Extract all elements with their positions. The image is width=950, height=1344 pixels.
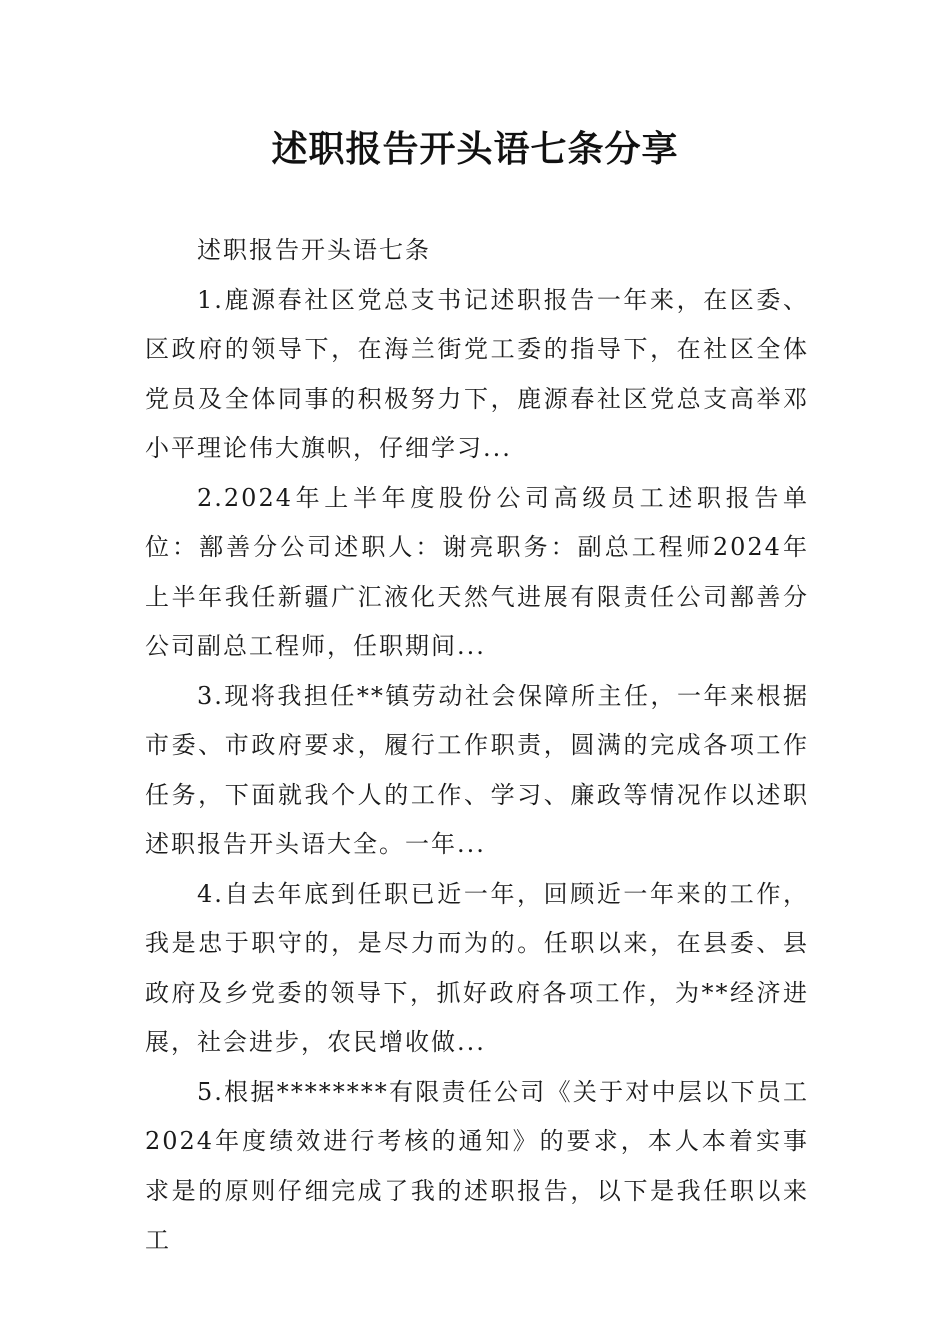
paragraph-1: 1.鹿源春社区党总支书记述职报告一年来，在区委、区政府的领导下，在海兰街党工委的指导下，在社区全体党员及全体同事的积极努力下，鹿源春社区党总支高举邓小平理论伟大旗帜，仔细学习... [145, 285, 809, 462]
page-title: 述职报告开头语七条分享 [271, 129, 679, 170]
subtitle-paragraph: 述职报告开头语七条 [197, 236, 431, 264]
paragraph-4: 4.自去年底到任职已近一年，回顾近一年来的工作，我是忠于职守的，是尽力而为的。任职以来，在县委、县政府及乡党委的领导下，抓好政府各项工作，为**经济进展，社会进步，农民增收做... [145, 879, 809, 1056]
paragraph-5: 5.根据********有限责任公司《关于对中层以下员工2024年度绩效进行考核的通知》的要求，本人本着实事求是的原则仔细完成了我的述职报告，以下是我任职以来工 [145, 1077, 809, 1254]
paragraph-2: 2.2024年上半年度股份公司高级员工述职报告单位：鄯善分公司述职人：谢亮职务：副总工程师2024年上半年我任新疆广汇液化天然气进展有限责任公司鄯善分公司副总工程师，任职期间... [145, 483, 809, 660]
paragraph-3: 3.现将我担任**镇劳动社会保障所主任，一年来根据市委、市政府要求，履行工作职责，圆满的完成各项工作任务，下面就我个人的工作、学习、廉政等情况作以述职述职报告开头语大全。一年... [145, 681, 809, 858]
document-body [145, 226, 809, 1266]
